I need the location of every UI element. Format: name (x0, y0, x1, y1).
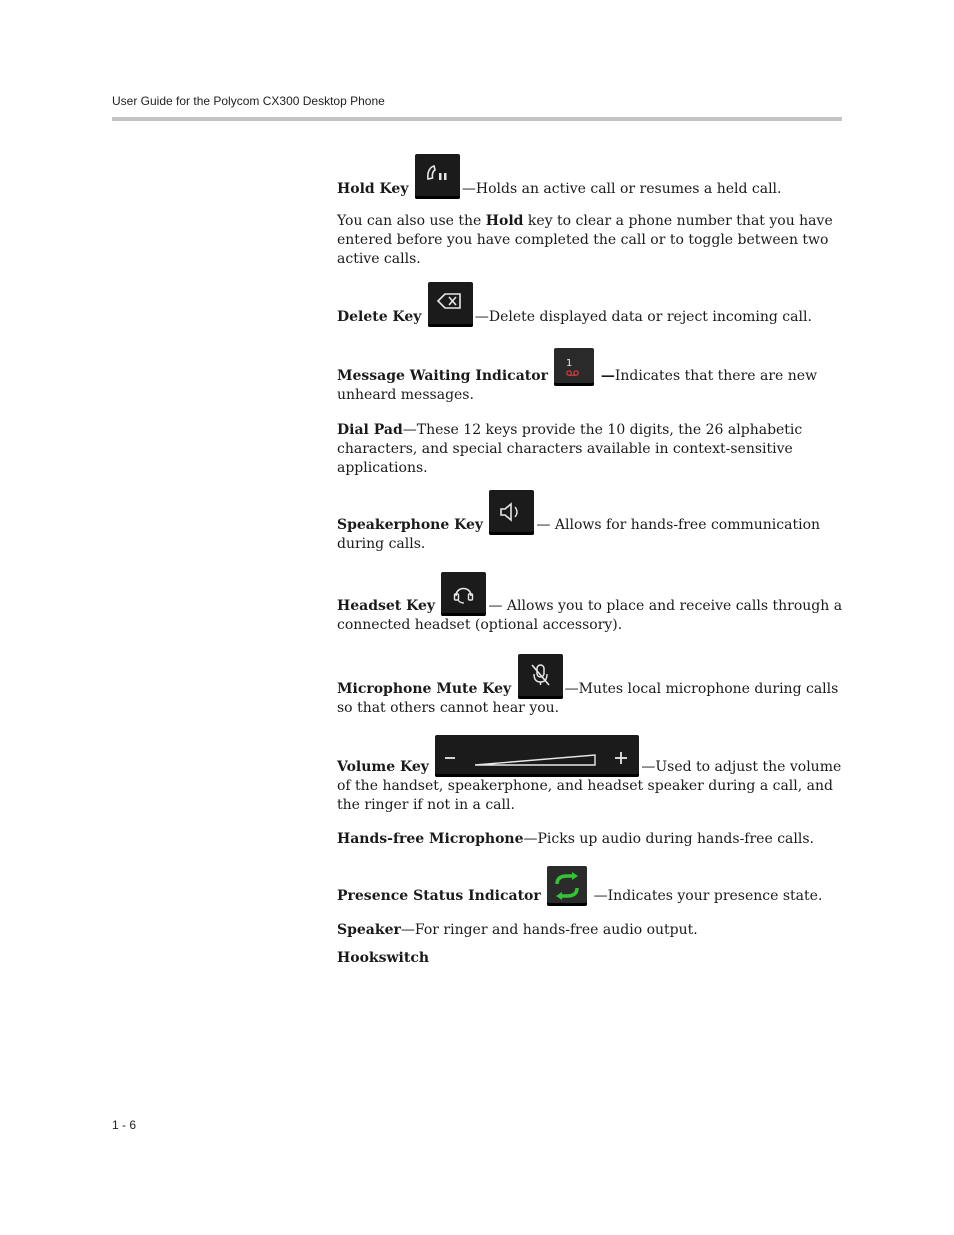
hold-note-pre: You can also use the (337, 213, 486, 229)
headset-icon (441, 572, 486, 616)
header-rule (112, 117, 842, 121)
presence-indicator-desc: —Indicates your presence state. (589, 888, 823, 904)
presence-indicator-entry (337, 866, 843, 906)
volume-key-entry (337, 735, 843, 815)
hold-icon (415, 154, 460, 199)
voicemail-count: 1 (566, 358, 573, 369)
message-waiting-term: Message Waiting Indicator (337, 368, 548, 384)
presence-icon (547, 866, 587, 906)
hold-key-desc: —Holds an active call or resumes a held call. (461, 181, 782, 197)
message-waiting-desc: Indicates that there are new unheard messages. (337, 368, 818, 403)
speakerphone-key-entry (337, 490, 843, 554)
mic-mute-key-desc: —Mutes local microphone during calls so that others cannot hear you. (337, 681, 839, 716)
hookswitch-term: Hookswitch (337, 950, 430, 966)
page-number: 1 - 6 (112, 1118, 137, 1132)
hold-note (337, 212, 843, 269)
hold-note-term: Hold (485, 213, 524, 229)
dial-pad-entry (337, 421, 843, 478)
speaker-entry (337, 921, 843, 940)
dial-pad-term: Dial Pad (337, 422, 403, 438)
volume-key-term: Volume Key (337, 759, 429, 775)
handsfree-mic-entry (337, 830, 843, 849)
hold-key-entry (337, 154, 843, 199)
speaker-term: Speaker (337, 922, 401, 938)
dial-pad-desc: —These 12 keys provide the 10 digits, the 26 alphabetic characters, and special characters available in context-sensitive applications. (337, 422, 803, 476)
handsfree-mic-term: Hands-free Microphone (337, 831, 524, 847)
presence-indicator-term: Presence Status Indicator (337, 888, 541, 904)
mic-mute-icon (518, 654, 563, 699)
hookswitch-entry (337, 949, 843, 968)
speaker-desc: —For ringer and hands-free audio output. (400, 922, 698, 938)
mic-mute-key-entry (337, 654, 843, 718)
handsfree-mic-desc: —Picks up audio during hands-free calls. (523, 831, 814, 847)
headset-key-entry (337, 572, 843, 635)
delete-key-entry (337, 282, 843, 327)
headset-key-term: Headset Key (337, 598, 436, 614)
delete-key-term: Delete Key (337, 309, 422, 325)
headset-key-desc: — Allows you to place and receive calls through a connected headset (optional accessory). (337, 598, 843, 633)
speakerphone-key-term: Speakerphone Key (337, 517, 484, 533)
delete-key-desc: —Delete displayed data or reject incoming call. (474, 309, 812, 325)
running-header: User Guide for the Polycom CX300 Desktop Phone (112, 94, 385, 108)
volume-slider-icon (435, 735, 639, 777)
voicemail-icon (554, 348, 594, 386)
message-waiting-entry (337, 348, 843, 405)
speaker-icon (489, 490, 534, 535)
message-waiting-dash: — (600, 368, 615, 384)
volume-key-desc: —Used to adjust the volume of the handset, speakerphone, and headset speaker during a call, and the ringer if not in a call. (337, 759, 842, 813)
hold-note-post: key to clear a phone number that you have entered before you have completed the call or to toggle between two active calls. (337, 213, 833, 267)
mic-mute-key-term: Microphone Mute Key (337, 681, 512, 697)
backspace-icon (428, 282, 473, 327)
speakerphone-key-desc: — Allows for hands-free communication during calls. (337, 517, 821, 552)
hold-key-term: Hold Key (337, 181, 409, 197)
